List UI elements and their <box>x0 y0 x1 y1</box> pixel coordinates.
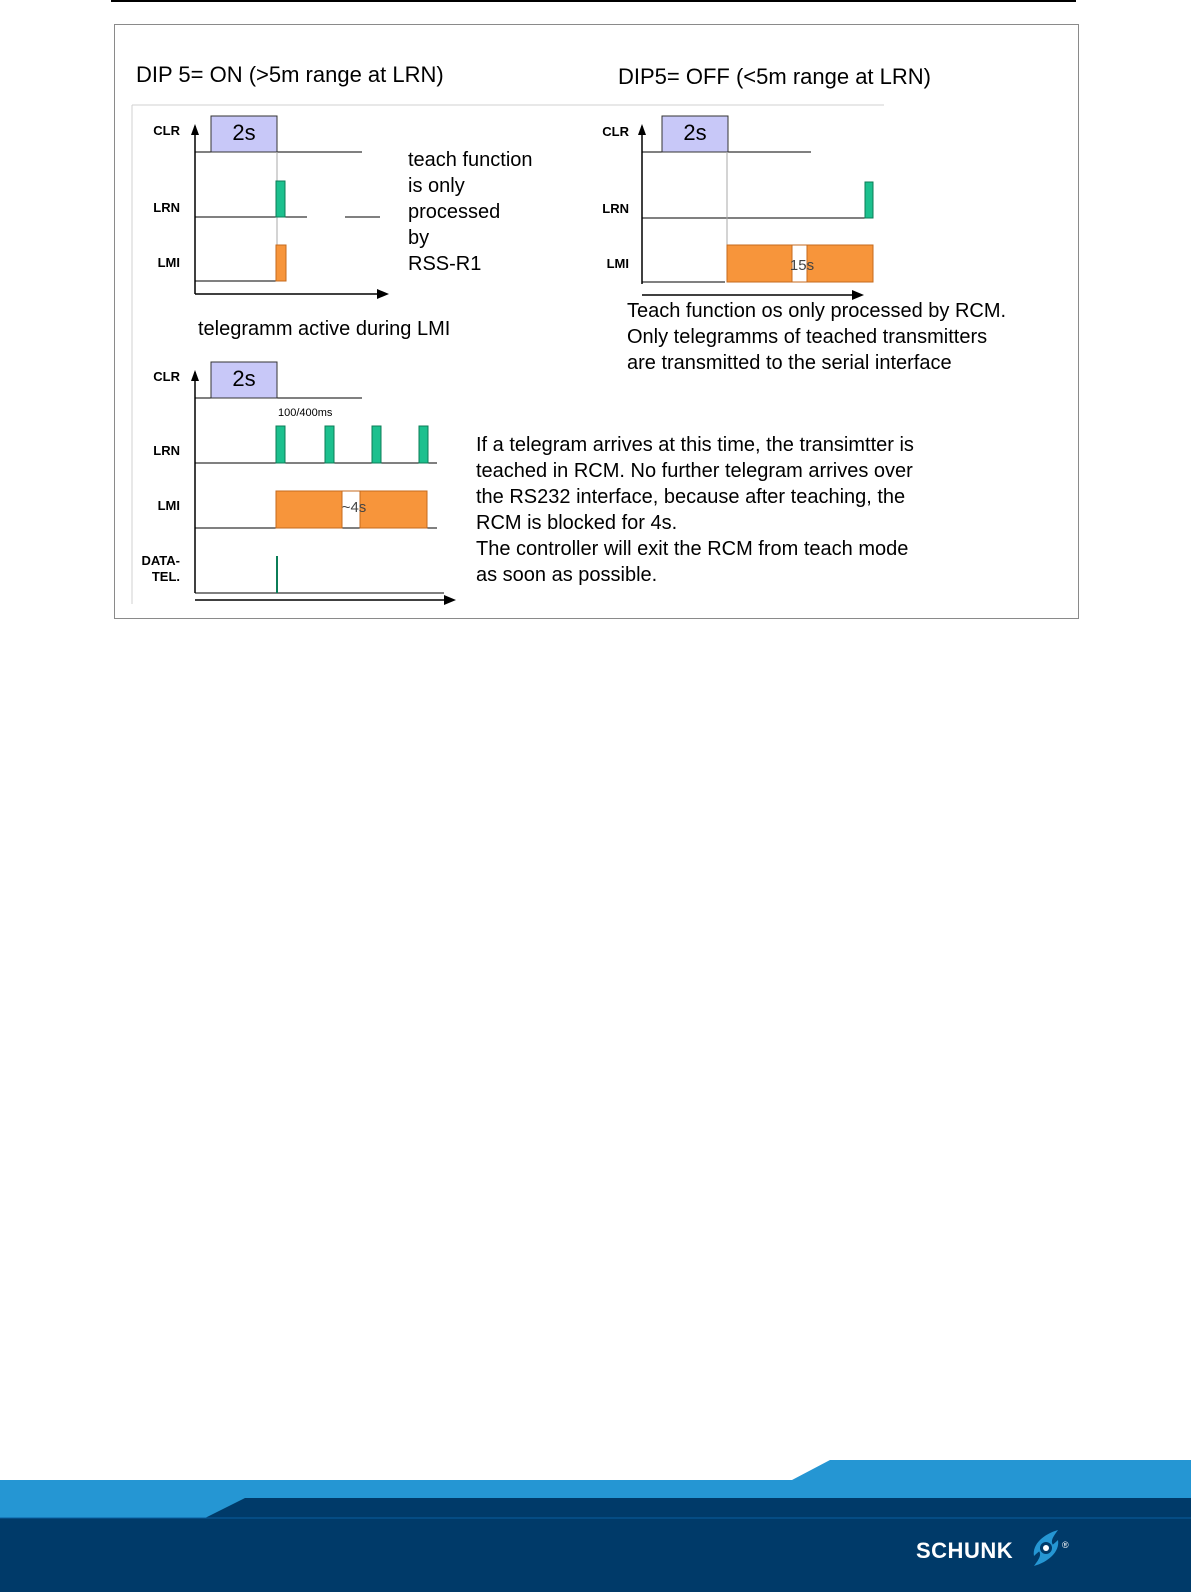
diagram-c-lrn-pulse <box>276 426 285 463</box>
diagram-c-label-lmi: LMI <box>157 498 180 513</box>
diagram-a-label-lrn: LRN <box>153 200 180 215</box>
heading-dip5-off: DIP5= OFF (<5m range at LRN) <box>618 64 931 89</box>
diagram-b-label-lmi: LMI <box>606 256 629 271</box>
diagram-a-label-clr: CLR <box>153 123 180 138</box>
diagram-b-label-clr: CLR <box>602 124 629 139</box>
diagram-a-clr-duration: 2s <box>232 120 256 145</box>
diagram-a-lmi-pulse <box>276 245 286 281</box>
diagram-c-note: If a telegram arrives at this time, the transimtter is teached in RCM. No further telegram arrives over the RS232 interface, because after teaching, the RCM is blocked for 4s. The controller will exit the RCM from teach mode as soon as possible. <box>476 434 914 586</box>
diagram-c-lrn-pulse <box>419 426 428 463</box>
schunk-logo-icon <box>1028 1526 1064 1570</box>
diagram-b-lrn-pulse <box>865 182 873 218</box>
diagram-b-clr-duration: 2s <box>683 120 707 145</box>
diagram-c-label-lrn: LRN <box>153 443 180 458</box>
footer-band <box>0 1440 1191 1592</box>
diagram-c-lmi-duration: ~4s <box>341 499 367 516</box>
diagram-c-caption: telegramm active during LMI <box>198 318 451 340</box>
diagram-c-svg <box>132 360 462 615</box>
diagram-b-svg <box>585 104 905 314</box>
diagram-b-note: Teach function os only processed by RCM. Only telegramms of teached transmitters are transmitted to the serial interface <box>627 300 1007 374</box>
diagram-b-lmi-duration: 15s <box>789 257 815 274</box>
diagram-c-lrn-interval: 100/400ms <box>278 407 333 419</box>
diagram-c-clr-duration: 2s <box>232 366 256 391</box>
footer-brand-logo: SCHUNK <box>916 1538 1014 1563</box>
diagram-a-y-arrow <box>191 124 199 135</box>
diagram-a-note: teach function is only processed by RSS-R1 <box>408 149 533 275</box>
diagram-b-x-axis-svg <box>192 285 892 305</box>
diagram-c-lrn-pulse <box>372 426 381 463</box>
footer-registered-mark: ® <box>1062 1540 1069 1550</box>
heading-dip5-on: DIP 5= ON (>5m range at LRN) <box>136 62 444 87</box>
top-rule <box>111 0 1076 2</box>
diagram-a-lrn-pulse <box>276 181 285 217</box>
diagram-c-lrn-pulse <box>325 426 334 463</box>
diagram-c-label-data: DATA- <box>141 553 180 568</box>
diagram-b-label-lrn: LRN <box>602 201 629 216</box>
diagram-c-label-clr: CLR <box>153 369 180 384</box>
diagram-c-data-telegram <box>276 556 278 593</box>
diagram-c-label-tel: TEL. <box>151 569 180 584</box>
diagram-c-lmi-bar <box>276 491 342 528</box>
diagram-a-label-lmi: LMI <box>157 255 180 270</box>
